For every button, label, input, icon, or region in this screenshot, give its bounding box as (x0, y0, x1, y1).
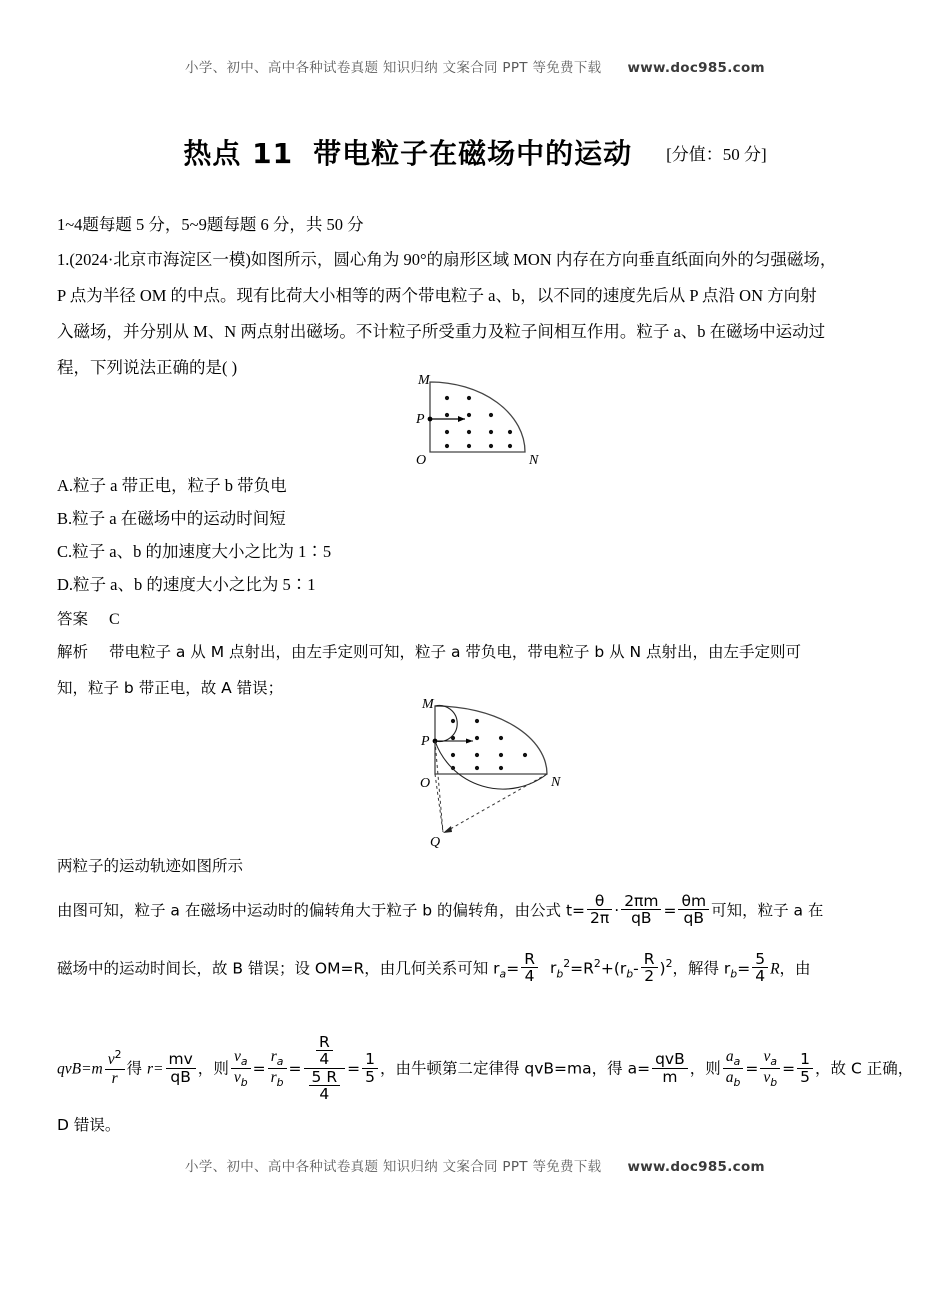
frac-aa-ab-num (723, 1048, 744, 1067)
question-line-3: 入磁场，并分别从 M、N 两点射出磁场。不计粒子所受重力及粒子间相互作用。粒子 a、b 在磁场中运动过 (57, 322, 826, 341)
frac-r-2-den: 2 (641, 967, 658, 984)
frac-v2-r-num-v: v (107, 1051, 115, 1069)
analysis-line-3 (57, 894, 823, 928)
page-title (0, 132, 950, 172)
formula-dot: · (614, 901, 620, 920)
figure2-svg (405, 694, 580, 849)
title-main-text: 带电粒子在磁场中的运动 (313, 137, 633, 170)
rb-subscript: b (556, 967, 564, 981)
question-line-2: P 点为半径 OM 的中点。现有比荷大小相等的两个带电粒子 a、b，以不同的速度先后从 P 点沿 ON 方向射 (57, 286, 817, 305)
analysis-line-3-post: 可知，粒子 a 在 (711, 901, 824, 920)
analysis-line-6: D 错误。 (57, 1116, 121, 1134)
watermark-url: www.doc985.com (627, 60, 765, 76)
frac-thetam-qb-num: θm (681, 892, 707, 910)
solve-subscript: b (730, 967, 738, 981)
comma-1: ， (197, 1059, 214, 1078)
ra-equals: = (506, 959, 520, 978)
frac-ra-rb-num-sub: a (276, 1055, 284, 1069)
equals-5: = (782, 1059, 796, 1078)
frac-aa-ab-den-a: a (725, 1068, 734, 1086)
frac-nested-num-inner (316, 1034, 333, 1068)
frac-ra-rb-num-r: r (270, 1048, 277, 1066)
frac-va-vb-num-v: v (233, 1048, 241, 1066)
frac-ra-rb-den (268, 1068, 287, 1088)
frac-1-5-2-den: 5 (797, 1068, 813, 1085)
frac-va-vb-2-den (760, 1068, 780, 1088)
frac-nested-num (304, 1034, 346, 1068)
newton-law-text: ，由牛顿第二定律得 qvB=ma，得 a= (379, 1059, 651, 1078)
frac-nested-num-inner-top: R (318, 1033, 330, 1051)
equals-3: = (347, 1059, 361, 1078)
frac-v2-r-den (105, 1069, 125, 1087)
frac-2pim-qb-den: qB (621, 909, 661, 926)
frac-qvb-m-den: m (652, 1068, 688, 1085)
frac-5-4 (752, 951, 768, 985)
frac-nested-den-inner-top: 5 R (311, 1067, 338, 1086)
frac-v2-r (105, 1049, 125, 1087)
label-o: O (416, 453, 427, 467)
frac-nested-num-inner-bot: 4 (316, 1050, 333, 1067)
frac-va-vb-num (231, 1048, 251, 1067)
frac-theta-2pi (587, 893, 612, 927)
frac-r-4-num: R (524, 950, 535, 968)
answer-value: C (108, 611, 120, 628)
figure-sector-mon (405, 372, 555, 472)
frac-r-4 (521, 951, 538, 985)
title-score-badge: [分值：50 分] (666, 145, 767, 164)
frac-v2-r-num (105, 1049, 125, 1068)
frac-1-5-num: 1 (365, 1050, 375, 1069)
frac-r-4-den: 4 (521, 967, 538, 984)
header-watermark (0, 56, 950, 76)
frac-r-2-num: R (643, 950, 655, 968)
frac-5-4-num: 5 (755, 950, 766, 968)
watermark-text: 小学、初中、高中各种试卷真题 知识归纳 文案合同 PPT 等免费下载 (185, 60, 602, 76)
question-line-4: 程，下列说法正确的是( ) (57, 358, 238, 377)
formula-equals-1: = (663, 901, 677, 920)
frac-va-vb-den-v: v (233, 1068, 241, 1086)
q-arrow-head (443, 826, 452, 833)
footer-watermark (0, 1155, 950, 1175)
rb-equals-r: =R (570, 959, 594, 978)
option-d[interactable]: D.粒子 a、b 的速度大小之比为 5∶1 (57, 575, 316, 594)
solve-equals: = (737, 959, 751, 978)
comma-2: ， (689, 1059, 706, 1078)
frac-ra-rb-num (268, 1048, 287, 1067)
label-o-2: O (420, 776, 431, 791)
frac-aa-ab (723, 1048, 744, 1088)
analysis-line-4-pre: 磁场中的运动时间长，故 B 错误；设 OM=R，由几何关系可知 r (57, 959, 500, 978)
label-p-2: P (421, 734, 430, 749)
frac-qvb-m (652, 1051, 688, 1085)
r-square: 2 (593, 957, 601, 971)
option-c[interactable]: C.粒子 a、b 的加速度大小之比为 1∶5 (57, 542, 332, 561)
analysis-line-2: 知，粒子 b 带正电，故 A 错误； (57, 679, 284, 697)
solve-r: R (770, 960, 780, 978)
field-dots-group (445, 396, 512, 448)
qvb-expr: qvB=m (57, 1060, 103, 1078)
frac-2pim-qb (621, 893, 661, 927)
label-n: N (529, 453, 539, 467)
figure1-svg (405, 372, 555, 467)
frac-1-5-2 (797, 1051, 813, 1085)
velocity-arrow-head-2 (466, 739, 473, 744)
frac-theta-2pi-den: 2π (587, 909, 612, 926)
frac-mv-qb-num: mv (168, 1050, 193, 1069)
label-q: Q (430, 835, 441, 849)
sector-outline-2 (435, 706, 547, 774)
frac-aa-ab-num-a: a (725, 1048, 734, 1066)
frac-aa-ab-den (723, 1068, 744, 1088)
frac-5-4-den: 4 (752, 967, 768, 984)
equals-4: = (745, 1059, 759, 1078)
answer-row (57, 612, 120, 628)
label-p: P (416, 412, 425, 427)
rb-plus-paren: +(r (600, 959, 627, 978)
analysis-row-1 (57, 645, 801, 661)
option-a[interactable]: A.粒子 a 带正电，粒子 b 带负电 (57, 476, 287, 495)
rb-subscript-2: b (626, 967, 634, 981)
label-m: M (418, 373, 430, 388)
trajectory-b-arc (435, 741, 547, 789)
frac-2pim-qb-num: 2πm (624, 892, 659, 910)
frac-1-5-den: 5 (362, 1068, 378, 1085)
rb-expr-pre: r (549, 959, 557, 978)
frac-ra-rb (268, 1048, 287, 1088)
frac-mv-qb (166, 1051, 196, 1085)
analysis-line-1: 带电粒子 a 从 M 点射出，由左手定则可知，粒子 a 带负电，带电粒子 b 从 N 点射出，由左手定则可 (108, 643, 802, 661)
frac-nested-den (304, 1068, 346, 1103)
ze-label-2: 则 (705, 1059, 721, 1078)
frac-v2-r-den-r: r (111, 1069, 118, 1087)
ze-label-1: 则 (213, 1059, 229, 1078)
frac-ra-rb-den-sub: b (276, 1075, 284, 1089)
figure-caption: 两粒子的运动轨迹如图所示 (57, 857, 244, 875)
frac-va-vb (231, 1048, 251, 1088)
frac-va-vb-2-den-sub: b (770, 1075, 778, 1089)
answer-label: 答案 (57, 610, 89, 628)
frac-va-vb-2-num (760, 1048, 780, 1067)
frac-mv-qb-den: qB (166, 1068, 196, 1085)
frac-ra-rb-den-r: r (270, 1068, 277, 1086)
rb-square: 2 (563, 957, 571, 971)
equals-2: = (288, 1059, 302, 1078)
frac-aa-ab-den-sub: b (733, 1075, 741, 1089)
frac-va-vb-num-sub: a (240, 1055, 248, 1069)
frac-1-5-2-num: 1 (800, 1050, 811, 1069)
frac-theta-2pi-num: θ (594, 892, 605, 910)
rb-close-paren: ) (659, 959, 666, 978)
analysis-line-4-post: ，由 (779, 959, 811, 978)
frac-va-vb-2 (760, 1048, 780, 1088)
analysis-line-5 (57, 1035, 913, 1103)
frac-nested (304, 1034, 346, 1102)
velocity-arrow-head (458, 416, 465, 422)
frac-va-vb-2-den-v: v (763, 1068, 771, 1086)
footer-watermark-url: www.doc985.com (627, 1159, 765, 1175)
option-b[interactable]: B.粒子 a 在磁场中的运动时间短 (57, 509, 286, 528)
frac-thetam-qb-den: qB (678, 909, 709, 926)
frac-v2-r-num-sup: 2 (114, 1048, 122, 1062)
equals-1: = (252, 1059, 266, 1078)
frac-r-2 (641, 951, 658, 985)
frac-va-vb-2-num-v: v (763, 1048, 771, 1066)
tail-text: ，故 C 正确， (815, 1059, 914, 1078)
frac-va-vb-2-num-sub: a (770, 1055, 778, 1069)
figure-trajectories (405, 694, 580, 854)
question-line-1: 1.(2024·北京市海淀区一模)如图所示，圆心角为 90°的扇形区域 MON 内存在方向垂直纸面向外的匀强磁场， (57, 250, 837, 269)
sector-outline (430, 382, 525, 452)
frac-thetam-qb (678, 893, 709, 927)
label-n-2: N (551, 775, 561, 790)
title-hot-label: 热点 11 (183, 137, 294, 170)
r-equals: r= (147, 1060, 164, 1078)
de-label-1: 得 (126, 1059, 143, 1078)
solve-label: ，解得 r (672, 959, 731, 978)
frac-va-vb-den-sub: b (240, 1075, 248, 1089)
rb-minus: - (633, 959, 639, 978)
frac-1-5 (362, 1051, 378, 1085)
scoring-note: 1~4题每题 5 分，5~9题每题 6 分，共 50 分 (57, 215, 364, 234)
analysis-line-3-pre: 由图可知，粒子 a 在磁场中运动时的偏转角大于粒子 b 的偏转角，由公式 t= (57, 901, 586, 920)
analysis-line-4 (57, 952, 811, 986)
label-m-2: M (422, 697, 434, 712)
frac-nested-den-inner (309, 1069, 341, 1103)
rb-close-square: 2 (665, 957, 673, 971)
frac-aa-ab-num-sub: a (733, 1055, 741, 1069)
footer-watermark-text: 小学、初中、高中各种试卷真题 知识归纳 文案合同 PPT 等免费下载 (185, 1159, 602, 1175)
frac-nested-den-inner-bot: 4 (309, 1085, 341, 1102)
analysis-label: 解析 (57, 643, 89, 661)
ra-subscript: a (499, 967, 507, 981)
frac-va-vb-den (231, 1068, 251, 1088)
frac-qvb-m-num: qvB (655, 1050, 685, 1069)
